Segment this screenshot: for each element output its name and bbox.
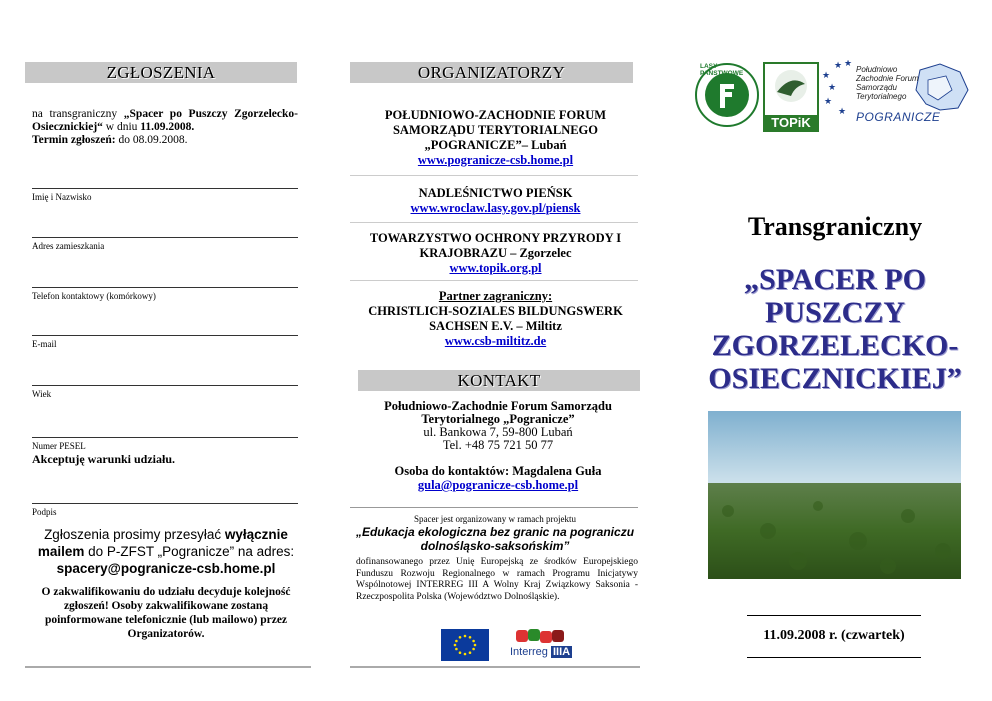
event-name: „Spacer po Puszczy Zgorzelecko-Osiecznickiej“ xyxy=(32,108,298,133)
phone-field-line[interactable] xyxy=(32,287,298,288)
event-title: „SPACER PO PUSZCZY ZGORZELECKO-OSIECZNICKIEJ” xyxy=(708,263,962,395)
send-part: do P-ZFST „Pogranicze” na adres: xyxy=(84,544,295,559)
organizer-name: TOWARZYSTWO OCHRONY PRZYRODY I KRAJOBRAZU – Zgorzelec xyxy=(369,231,622,260)
lasy-panstwowe-logo xyxy=(694,62,760,128)
organizer-name: POŁUDNIOWO-ZACHODNIE FORUM SAMORZĄDU TERYTORIALNEGO „POGRANICZE”– Lubań xyxy=(384,108,607,152)
svg-text:★: ★ xyxy=(828,83,837,93)
organizer-link[interactable]: www.topik.org.pl xyxy=(449,261,542,275)
address-field-label: Adres zamieszkania xyxy=(32,241,105,251)
contact-block xyxy=(352,400,644,452)
eu-stars xyxy=(441,629,489,661)
pesel-field-label: Numer PESEL xyxy=(32,441,86,451)
intro-part: w dniu xyxy=(102,121,141,133)
divider xyxy=(350,507,638,508)
forum-text: Południowo Zachodnie Forum Samorządu Terytorialnego xyxy=(856,65,919,101)
middle-bottom-rule xyxy=(350,666,640,668)
intro-part: na transgraniczny xyxy=(32,108,124,120)
organizer-pogranicze xyxy=(348,108,643,168)
pesel-field-line[interactable] xyxy=(32,437,298,438)
event-date: 11.09.2008. xyxy=(140,121,195,133)
svg-text:★: ★ xyxy=(844,60,853,69)
signature-field-line[interactable] xyxy=(32,503,298,504)
contact-person-block xyxy=(352,464,644,492)
interreg-label: Interreg xyxy=(510,646,548,658)
email-field-line[interactable] xyxy=(32,335,298,336)
interreg-suffix: IIIA xyxy=(552,646,571,658)
registration-header: ZGŁOSZENIA xyxy=(25,62,297,83)
organizer-name: CHRISTLICH-SOZIALES BILDUNGSWERK SACHSEN E.V. – Miltitz xyxy=(368,304,623,333)
forest-photo xyxy=(708,411,961,579)
contact-email[interactable]: gula@pogranicze-csb.home.pl xyxy=(417,478,579,492)
date-rule-top xyxy=(747,615,921,616)
send-part: Zgłoszenia prosimy przesyłać xyxy=(44,527,225,542)
project-description: dofinansowanego przez Unię Europejską ze środków Europejskiego Funduszu Rozwoju Regionalnego w ramach Programu Inicjatywy Wspólnotowej INTERREG III A Wolny Kraj Związkowy Saksonia - Rzeczpospolita Polska (Województwo Dolnośląskie). xyxy=(356,557,638,602)
project-intro: Spacer jest organizowany w ramach projektu xyxy=(413,514,577,524)
svg-text:★: ★ xyxy=(838,107,847,117)
organizer-link[interactable]: www.csb-miltitz.de xyxy=(444,334,547,348)
phone-field-label: Telefon kontaktowy (komórkowy) xyxy=(32,291,156,301)
organizer-link[interactable]: www.pogranicze-csb.home.pl xyxy=(417,153,574,167)
divider xyxy=(350,222,638,223)
project-title: „Edukacja ekologiczna bez granic na pograniczu dolnośląsko-saksońskim” xyxy=(355,525,635,553)
svg-text:★: ★ xyxy=(834,61,843,71)
organizer-piensk xyxy=(348,186,643,216)
deadline-value: do 08.09.2008. xyxy=(115,134,188,146)
event-date-line: 11.09.2008 r. (czwartek) xyxy=(763,628,905,643)
topik-logo xyxy=(763,62,819,132)
name-field-label: Imię i Nazwisko xyxy=(32,192,92,202)
signature-field-label: Podpis xyxy=(32,507,57,517)
contact-address: ul. Bankowa 7, 59-800 Lubań xyxy=(423,425,573,439)
title-transgraniczny: Transgraniczny xyxy=(747,212,923,241)
pogranicze-logo xyxy=(818,60,978,130)
address-field-line[interactable] xyxy=(32,237,298,238)
date-rule-bottom xyxy=(747,657,921,658)
deadline-label: Termin zgłoszeń: xyxy=(32,134,116,146)
send-instructions xyxy=(30,526,302,577)
age-field-line[interactable] xyxy=(32,385,298,386)
age-field-label: Wiek xyxy=(32,389,52,399)
organizer-name: NADLEŚNICTWO PIEŃSK xyxy=(418,186,573,200)
partner-label: Partner zagraniczny: xyxy=(438,289,553,303)
eu-flag-icon xyxy=(441,629,489,661)
bird-icon xyxy=(765,64,817,108)
intro-text xyxy=(32,108,298,147)
send-bold: wyłącznie mailem xyxy=(37,527,288,559)
contact-org: Południowo-Zachodnie Forum Samorządu Terytorialnego „Pogranicze” xyxy=(384,399,612,426)
contact-header: KONTAKT xyxy=(358,370,640,391)
pogranicze-text: POGRANICZE xyxy=(856,110,941,124)
email-field-label: E-mail xyxy=(32,339,57,349)
divider xyxy=(350,280,638,281)
interreg-logo xyxy=(506,627,574,665)
accept-terms: Akceptuję warunki udziału. xyxy=(32,452,176,466)
divider xyxy=(350,175,638,176)
contact-phone: Tel. +48 75 721 50 77 xyxy=(442,438,554,452)
svg-text:★: ★ xyxy=(822,71,831,81)
send-email[interactable]: spacery@pogranicze-csb.home.pl xyxy=(56,561,276,576)
organizer-link[interactable]: www.wroclaw.lasy.gov.pl/piensk xyxy=(410,201,581,215)
topik-text: TOPiK xyxy=(765,115,817,130)
svg-text:★: ★ xyxy=(824,97,833,107)
forest-landscape-image xyxy=(708,411,961,579)
organizer-topik xyxy=(348,231,643,276)
left-bottom-rule xyxy=(25,666,311,668)
organizer-csb xyxy=(348,289,643,349)
name-field-line[interactable] xyxy=(32,188,298,189)
qualification-note: O zakwalifikowaniu do udziału decyduje kolejność zgłoszeń! Osoby zakwalifikowane zostaną poinformowane telefonicznie (lub mailowo) przez Organizatorów. xyxy=(41,586,291,640)
organizers-header: ORGANIZATORZY xyxy=(350,62,633,83)
contact-person: Osoba do kontaktów: Magdalena Guła xyxy=(394,464,602,478)
interreg-text xyxy=(510,646,572,658)
lasy-text: LASY PAŃSTWOWE xyxy=(700,63,744,77)
